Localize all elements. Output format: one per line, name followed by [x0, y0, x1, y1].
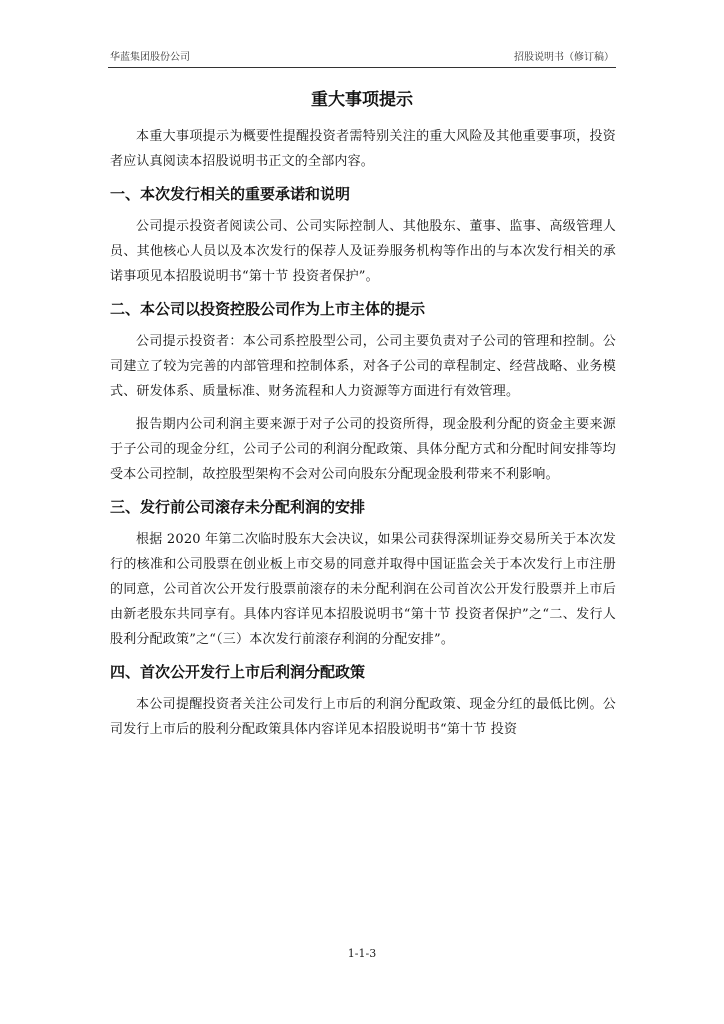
- section-heading: 三、发行前公司滚存未分配利润的安排: [110, 498, 366, 516]
- section-4: [110, 660, 616, 742]
- intro-paragraph: 本重大事项提示为概要性提醒投资者需特别关注的重大风险及其他重要事项，投资者应认真阅读本招股说明书正文的全部内容。: [110, 129, 616, 169]
- page-header: [108, 50, 616, 68]
- page-number: 1-1-3: [347, 947, 377, 960]
- section-paragraph: 公司提示投资者：本公司系控股型公司，公司主要负责对子公司的管理和控制。公司建立了较为完善的内部管理和控制体系，对各子公司的章程制定、经营战略、业务模式、研发体系、质量标准、财务流程和人力资源等方面进行有效管理。: [110, 334, 616, 399]
- section-paragraph: 报告期内公司利润主要来源于对子公司的投资所得，现金股利分配的资金主要来源于子公司的现金分红，公司子公司的利润分配政策、具体分配方式和分配时间安排等均受本公司控制，故控股型架构不会对公司向股东分配现金股利带来不利影响。: [110, 417, 616, 482]
- page-title: 重大事项提示: [311, 90, 413, 110]
- section-paragraph: 公司提示投资者阅读公司、公司实际控制人、其他股东、董事、监事、高级管理人员、其他核心人员以及本次发行的保荐人及证券服务机构等作出的与本次发行相关的承诺事项见本招股说明书“第十节 投资者保护”。: [110, 219, 616, 284]
- header-doc-type: 招股说明书（修订稿）: [514, 52, 614, 63]
- section-heading: 二、本公司以投资控股公司作为上市主体的提示: [110, 300, 426, 318]
- section-heading: 一、本次发行相关的重要承诺和说明: [110, 185, 351, 203]
- document-body: [110, 124, 616, 750]
- section-3: [110, 495, 616, 652]
- header-company: 华蓝集团股份公司: [110, 52, 190, 63]
- section-paragraph: 本公司提醒投资者关注公司发行上市后的利润分配政策、现金分红的最低比例。公司发行上市后的股利分配政策具体内容详见本招股说明书“第十节 投资: [110, 697, 616, 737]
- section-heading: 四、首次公开发行上市后利润分配政策: [110, 663, 366, 681]
- section-paragraph: 根据 2020 年第二次临时股东大会决议，如果公司获得深圳证券交易所关于本次发行的核准和公司股票在创业板上市交易的同意并取得中国证监会关于本次发行上市注册的同意，公司首次公开发行股票前滚存的未分配利润在公司首次公开发行股票并上市后由新老股东共同享有。具体内容详见本招股说明书“第十节 投资者保护”之“二、发行人股利分配政策”之“（三）本次发行前滚存利润的分配安排”。: [110, 532, 616, 647]
- section-2: [110, 297, 616, 487]
- section-1: [110, 182, 616, 289]
